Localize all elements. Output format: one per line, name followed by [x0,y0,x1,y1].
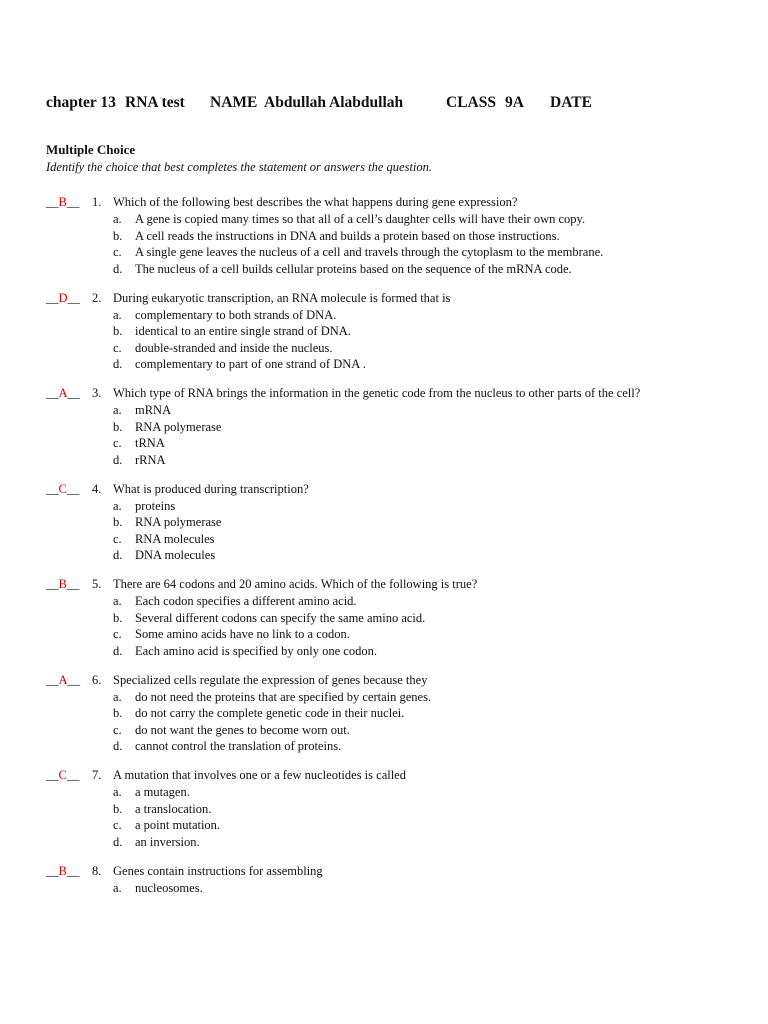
question-text: There are 64 codons and 20 amino acids. Which of the following is true? [113,577,478,591]
question-item [46,194,756,277]
answer-option [46,610,756,627]
question-number: 4. [92,481,102,496]
option-text: DNA molecules [135,548,216,562]
answer-blank: __D__ [46,290,81,305]
answer-option [46,626,756,643]
question-line [46,385,756,402]
section-title: Multiple Choice [46,142,136,157]
option-text: identical to an entire single strand of DNA. [135,324,351,338]
answer-option [46,705,756,722]
answer-option [46,784,756,801]
option-letter: b. [113,706,123,720]
answer-option [46,340,756,357]
question-text: During eukaryotic transcription, an RNA molecule is formed that is [113,290,451,305]
question-number: 2. [92,290,102,305]
test-title: RNA test [125,94,185,111]
question-list [46,194,756,909]
option-text: complementary to part of one strand of DNA . [135,357,366,371]
answer-letter: D [58,290,68,305]
question-item [46,863,756,897]
option-text: a mutagen. [135,785,190,799]
answer-option [46,801,756,818]
option-text: Several different codons can specify the same amino acid. [135,610,426,625]
question-item [46,290,756,373]
option-letter: a. [113,785,122,799]
question-line [46,481,756,498]
answer-option [46,498,756,515]
answer-blank: __B__ [46,863,80,878]
option-letter: c. [113,531,122,546]
question-number: 6. [92,672,102,687]
option-text: an inversion. [135,834,200,849]
answer-option [46,834,756,851]
question-text: What is produced during transcription? [113,481,309,496]
option-letter: d. [113,834,123,849]
question-text: Specialized cells regulate the expression of genes because they [113,672,428,687]
option-text: Each amino acid is specified by only one codon. [135,643,377,658]
answer-option [46,722,756,739]
answer-option [46,211,756,228]
question-item [46,767,756,850]
question-text: Genes contain instructions for assembling [113,863,323,878]
question-number: 8. [92,863,102,878]
question-line [46,576,756,593]
answer-option [46,643,756,660]
option-text: Each codon specifies a different amino acid. [135,594,357,608]
option-text: Some amino acids have no link to a codon. [135,627,350,641]
option-letter: c. [113,627,122,641]
option-text: a point mutation. [135,818,221,832]
answer-blank: __A__ [46,386,81,400]
option-text: A cell reads the instructions in DNA and builds a protein based on those instructions. [135,228,560,243]
option-text: tRNA [135,436,165,450]
question-item [46,576,756,659]
option-text: rRNA [135,452,166,467]
option-letter: c. [113,722,122,737]
option-text: do not carry the complete genetic code in their nuclei. [135,706,405,720]
option-text: cannot control the translation of proteins. [135,739,342,753]
option-letter: d. [113,548,123,562]
answer-option [46,738,756,755]
answer-option [46,261,756,278]
answer-letter: A [58,386,68,400]
answer-blank: __B__ [46,577,80,591]
option-text: A single gene leaves the nucleus of a cell and travels through the cytoplasm to the membrane. [135,245,604,259]
option-text: nucleosomes. [135,880,203,895]
answer-option [46,880,756,897]
answer-blank: __B__ [46,195,80,209]
question-line [46,863,756,880]
question-item [46,481,756,564]
option-text: complementary to both strands of DNA. [135,307,337,322]
date-label: DATE [550,94,592,111]
question-number: 3. [92,386,102,400]
option-text: mRNA [135,403,172,417]
question-number: 5. [92,577,102,591]
answer-blank: __C__ [46,481,80,496]
question-line [46,194,756,211]
answer-option [46,228,756,245]
question-line [46,290,756,307]
name-label: NAME [210,94,258,111]
answer-option [46,547,756,564]
option-letter: c. [113,245,122,259]
option-text: a translocation. [135,801,212,816]
answer-option [46,817,756,834]
answer-blank: __C__ [46,768,80,782]
option-letter: b. [113,324,123,338]
option-letter: a. [113,403,122,417]
question-line [46,672,756,689]
option-letter: a. [113,594,122,608]
answer-option [46,452,756,469]
option-letter: a. [113,307,122,322]
answer-option [46,435,756,452]
class-value: 9A [505,94,524,111]
option-letter: b. [113,515,123,529]
question-text: Which of the following best describes the what happens during gene expression? [113,195,518,209]
option-letter: b. [113,228,123,243]
question-item [46,672,756,755]
question-number: 7. [92,768,102,782]
answer-letter: C [58,768,67,782]
option-text: A gene is copied many times so that all of a cell’s daughter cells will have their own copy. [135,212,586,226]
option-letter: d. [113,739,123,753]
answer-option [46,514,756,531]
option-text: do not need the proteins that are specified by certain genes. [135,689,432,704]
option-letter: d. [113,357,123,371]
answer-option [46,419,756,436]
section-instructions: Identify the choice that best completes the statement or answers the question. [46,160,433,174]
option-letter: b. [113,610,123,625]
question-line [46,767,756,784]
answer-letter: C [58,481,67,496]
answer-option [46,244,756,261]
student-name: Abdullah Alabdullah [264,94,404,111]
option-letter: c. [113,436,122,450]
chapter-label: chapter 13 [46,94,116,111]
question-text: A mutation that involves one or a few nucleotides is called [113,768,406,782]
answer-option [46,356,756,373]
answer-option [46,402,756,419]
option-text: RNA molecules [135,531,215,546]
option-letter: a. [113,212,122,226]
option-letter: b. [113,419,123,434]
answer-blank: __A__ [46,672,81,687]
answer-letter: B [58,863,67,878]
answer-option [46,593,756,610]
answer-letter: A [58,672,68,687]
answer-option [46,323,756,340]
answer-letter: B [58,195,67,209]
option-text: RNA polymerase [135,515,222,529]
question-text: Which type of RNA brings the information in the genetic code from the nucleus to other parts of the cell? [113,386,641,400]
option-text: double-stranded and inside the nucleus. [135,340,333,355]
answer-option [46,689,756,706]
option-letter: c. [113,340,122,355]
answer-letter: B [58,577,67,591]
answer-option [46,531,756,548]
question-number: 1. [92,195,102,209]
option-letter: a. [113,498,122,513]
option-letter: d. [113,261,123,276]
option-letter: c. [113,818,122,832]
question-item [46,385,756,468]
option-text: do not want the genes to become worn out. [135,722,350,737]
option-text: proteins [135,498,176,513]
option-letter: d. [113,643,123,658]
class-label: CLASS [446,94,496,111]
option-letter: b. [113,801,123,816]
option-letter: a. [113,880,122,895]
answer-option [46,307,756,324]
option-text: RNA polymerase [135,419,222,434]
option-letter: a. [113,689,122,704]
option-text: The nucleus of a cell builds cellular proteins based on the sequence of the mRNA code. [135,261,572,276]
option-letter: d. [113,452,123,467]
